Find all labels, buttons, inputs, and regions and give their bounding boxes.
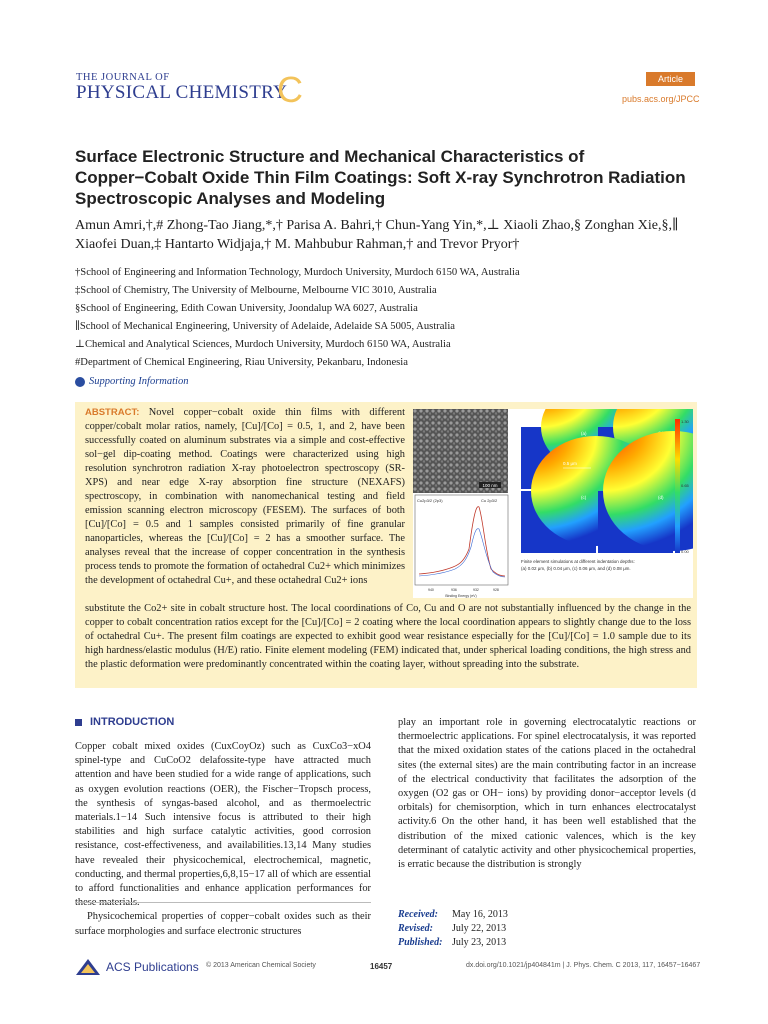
intro-paragraph-2: Physicochemical properties of copper−cobalt oxides such as their surface morphologies and surface electronic structures bbox=[75, 911, 371, 937]
colorbar-mid: 0.65 bbox=[681, 483, 689, 488]
article-badge: Article bbox=[646, 72, 695, 86]
published-label: Published: bbox=[398, 937, 443, 948]
acs-publications-logo[interactable] bbox=[75, 958, 199, 976]
supporting-info-link[interactable] bbox=[75, 376, 188, 387]
panel-label-c: (c) bbox=[581, 495, 587, 500]
spectrum-xlabel: Binding Energy (eV) bbox=[445, 594, 477, 598]
affiliation-5: ⊥Chemical and Analytical Sciences, Murdoch University, Murdoch 6150 WA, Australia bbox=[75, 339, 451, 350]
colorbar-max: 1.30 bbox=[681, 419, 689, 424]
published-row bbox=[398, 936, 508, 950]
supporting-info-label: Supporting Information bbox=[89, 376, 189, 387]
toc-figure-svg bbox=[413, 409, 693, 598]
spectrum-tick-2: 936 bbox=[451, 588, 457, 592]
introduction-heading bbox=[75, 716, 174, 728]
intro-column-2 bbox=[398, 716, 696, 872]
author-line-1: Amun Amri,†,# Zhong-Tao Jiang,*,† Parisa A. Bahri,† Chun-Yang Yin,*,⊥ Xiaoli Zhao,§ Zonghan Xie,§,∥ bbox=[75, 218, 679, 233]
affiliation-4: ∥School of Mechanical Engineering, University of Adelaide, Adelaide SA 5005, Australia bbox=[75, 321, 456, 332]
journal-name-line1: THE JOURNAL OF bbox=[76, 72, 170, 83]
published-date: July 23, 2013 bbox=[452, 937, 507, 948]
page-number: 16457 bbox=[370, 962, 393, 971]
journal-letter-logo: C bbox=[277, 69, 303, 110]
acs-logo-icon bbox=[75, 958, 101, 976]
journal-name-line2: PHYSICAL CHEMISTRY bbox=[76, 82, 288, 103]
sem-image bbox=[413, 409, 508, 493]
author-list bbox=[75, 216, 700, 254]
doi-citation[interactable]: dx.doi.org/10.1021/jp404841m | J. Phys. Chem. C 2013, 117, 16457−16467 bbox=[466, 962, 701, 969]
colorbar bbox=[675, 419, 680, 553]
fem-panels bbox=[521, 409, 693, 571]
spectrum-label-2: Cu 2p3/2 bbox=[481, 498, 498, 503]
fem-scale-label: 0.5 μm bbox=[563, 461, 577, 466]
toc-graphic bbox=[413, 409, 693, 598]
affiliation-2: ‡School of Chemistry, The University of Melbourne, Melbourne VIC 3010, Australia bbox=[75, 285, 437, 296]
abstract-label: ABSTRACT: bbox=[85, 407, 140, 418]
intro-column-1 bbox=[75, 740, 371, 939]
abstract-body-1: Novel copper−cobalt oxide thin films with different copper/cobalt molar ratios, namely, [Cu]/[Co] = 0.5, 1, and 2, have been successfully coated on aluminum substrates via a simple and cost-effective sol−gel dip-coating method. Coatings were characterized using high resolution synchrotron radiation X-ray photoelectron spectroscopy (SR-XPS) and near edge X-ray absorption fine structure (NEXAFS) spectroscopy, in combination with nanomechanical testing and field emission scanning electron microscopy (FESEM). The surfaces of both [Cu]/[Co] = 0.5 and 1 samples consisted primarily of fine granular nanoparticles, whereas the [Cu]/[Co] = 2 has a smoother surface. The analyses reveal that the increase of copper concentration in the synthesis process tends to promote the formation of octahedral Cu2+ which minimizes the development of octahedral Cu+, and these octahedral Cu2+ ions bbox=[85, 407, 405, 586]
sem-scale-label: 100 nm bbox=[482, 483, 498, 488]
spectrum-label-1: Cu2p3/2 (2p3) bbox=[417, 498, 443, 503]
section-bullet-icon bbox=[75, 719, 82, 726]
fem-caption-1: Finite element simulations at different indentation depths: bbox=[521, 559, 635, 564]
author-line-2: Xiaofei Duan,‡ Hantarto Widjaja,† M. Mahbubur Rahman,† and Trevor Pryor† bbox=[75, 237, 520, 252]
journal-url-link[interactable]: pubs.acs.org/JPCC bbox=[622, 94, 700, 104]
intro-paragraph-1: Copper cobalt mixed oxides (CuxCoyOz) such as CuxCo3−xO4 spinel-type and CuCoO2 delafossite-type have attracted much attention and have been studied for a wide range of applications, such as oxygen evolution reactions (OER), the Fischer−Tropsch process, the synthesis of syngas-based alcohol, and as thermoelectric materials.1−14 Such intensive focus is attributed to their high stabilities and high surface catalytic activities, good corrosion resistance, cost-effectiveness, and availabilities.13,14 Many studies have revealed their physicochemical, electrochemical, magnetic, conducting, and thermal properties,6,8,15−17 all of which are essential to afford functionalities and enhance application performances for these materials. bbox=[75, 741, 371, 909]
spectrum-tick-4: 928 bbox=[493, 588, 499, 592]
received-label: Received: bbox=[398, 909, 438, 920]
copyright-notice: © 2013 American Chemical Society bbox=[206, 962, 316, 969]
revised-label: Revised: bbox=[398, 923, 433, 934]
intro-paragraph-3: play an important role in governing electrocatalytic reactions or thermoelectric applications. For spinel electrocatalysis, it was reported that the mixed oxidation states of the cations placed in the octahedral sites (the external sites) are the main contributing factor in an increase of the electrical conductivity that facilitates the adsorption of the oxygen (O2 gas or OH− ions) by providing donor−acceptor levels (d orbitals) for chemisorption, which in turn enhances electrocatalyst activity.6 On the other hand, it has been well established that the distribution of the mixed cationic valences, which is the key determinant of catalytic activity and other physicochemical properties, is erratic because the distribution is strongly bbox=[398, 717, 696, 871]
spectrum-tick-3: 932 bbox=[473, 588, 479, 592]
spectrum-tick-1: 940 bbox=[428, 588, 434, 592]
revised-date: July 22, 2013 bbox=[452, 923, 507, 934]
received-row bbox=[398, 908, 508, 922]
affiliation-6: #Department of Chemical Engineering, Riau University, Pekanbaru, Indonesia bbox=[75, 357, 408, 368]
panel-label-a: (a) bbox=[581, 431, 587, 436]
abstract-text-part2: substitute the Co2+ site in cobalt structure host. The local coordinations of Co, Cu and O are not substantially influenced by the change in the copper to cobalt concentration ratios except for the [Cu]/[Co] = 2 coating where the local coordination appears to slightly change due to the loss of octahedral Cu+. The present film coatings are expected to exhibit good wear resistance especially for the [Cu]/[Co] = 1.0 sample due to its high hardness/elastic modulus (H/E) ratio. Finite element modeling (FEM) indicated that, under spherical loading conditions, the high stress and the plastic deformation were predominantly concentrated within the coating layer, without spreading into the substrate. bbox=[85, 603, 691, 670]
introduction-heading-label: INTRODUCTION bbox=[90, 716, 175, 728]
affiliation-1: †School of Engineering and Information Technology, Murdoch University, Murdoch 6150 WA, Australia bbox=[75, 267, 520, 278]
supporting-info-icon bbox=[75, 377, 85, 387]
colorbar-min: 0.00 bbox=[681, 549, 689, 554]
received-date: May 16, 2013 bbox=[452, 909, 508, 920]
affiliation-3: §School of Engineering, Edith Cowan University, Joondalup WA 6027, Australia bbox=[75, 303, 418, 314]
acs-publications-label: ACS Publications bbox=[106, 960, 199, 974]
revised-row bbox=[398, 922, 508, 936]
abstract-text-part1 bbox=[85, 406, 405, 588]
article-title: Surface Electronic Structure and Mechanical Characteristics of Copper−Cobalt Oxide Thin Film Coatings: Soft X-ray Synchrotron Radiation Spectroscopic Analyses and Modeling bbox=[75, 147, 686, 208]
panel-label-d: (d) bbox=[658, 495, 664, 500]
fem-caption-2: (a) 0.02 μm, (b) 0.04 μm, (c) 0.06 μm, and (d) 0.08 μm. bbox=[521, 566, 631, 571]
xps-spectrum bbox=[415, 495, 508, 598]
footnote-divider bbox=[75, 902, 371, 903]
publication-dates bbox=[398, 908, 508, 950]
